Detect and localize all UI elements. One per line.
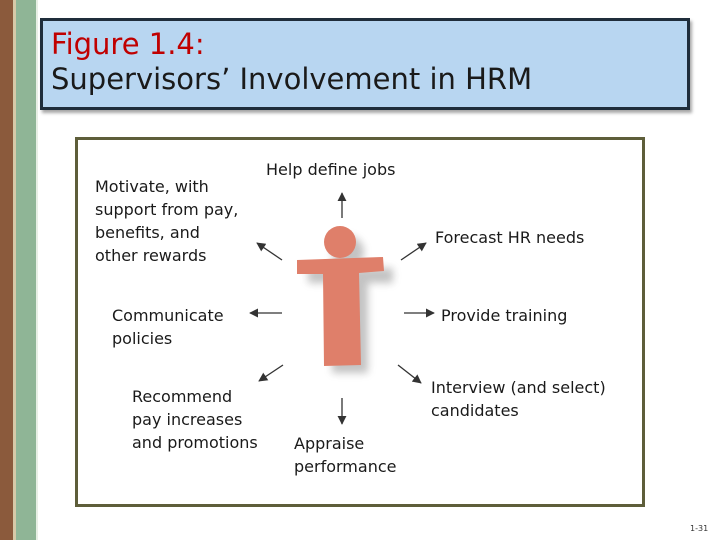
label-help-define-jobs: Help define jobs (266, 160, 396, 179)
left-stripe-brown (0, 0, 13, 540)
diagram-frame (75, 137, 645, 507)
title-box (40, 18, 690, 110)
label-recommend-pay: Recommend pay increases and promotions (132, 387, 258, 452)
label-forecast-hr-needs: Forecast HR needs (435, 228, 585, 247)
label-appraise-performance: Appraise performance (294, 434, 397, 476)
arrow-down-left (259, 365, 283, 381)
label-communicate-policies: Communicate policies (112, 306, 224, 348)
slide-title: Supervisors’ Involvement in HRM (51, 62, 533, 96)
left-stripe-green (16, 0, 36, 540)
arrow-down-right (398, 365, 421, 383)
arrow-up-right (401, 243, 426, 260)
label-interview-candidates: Interview (and select) candidates (431, 378, 606, 420)
person-icon (297, 226, 384, 366)
label-motivate: Motivate, with support from pay, benefits, and other rewards (95, 177, 239, 265)
left-stripe-light (36, 0, 38, 540)
slide-number: 1-31 (690, 524, 709, 533)
label-provide-training: Provide training (441, 306, 568, 325)
arrow-up-left (257, 243, 282, 260)
figure-number: Figure 1.4: (51, 27, 205, 61)
